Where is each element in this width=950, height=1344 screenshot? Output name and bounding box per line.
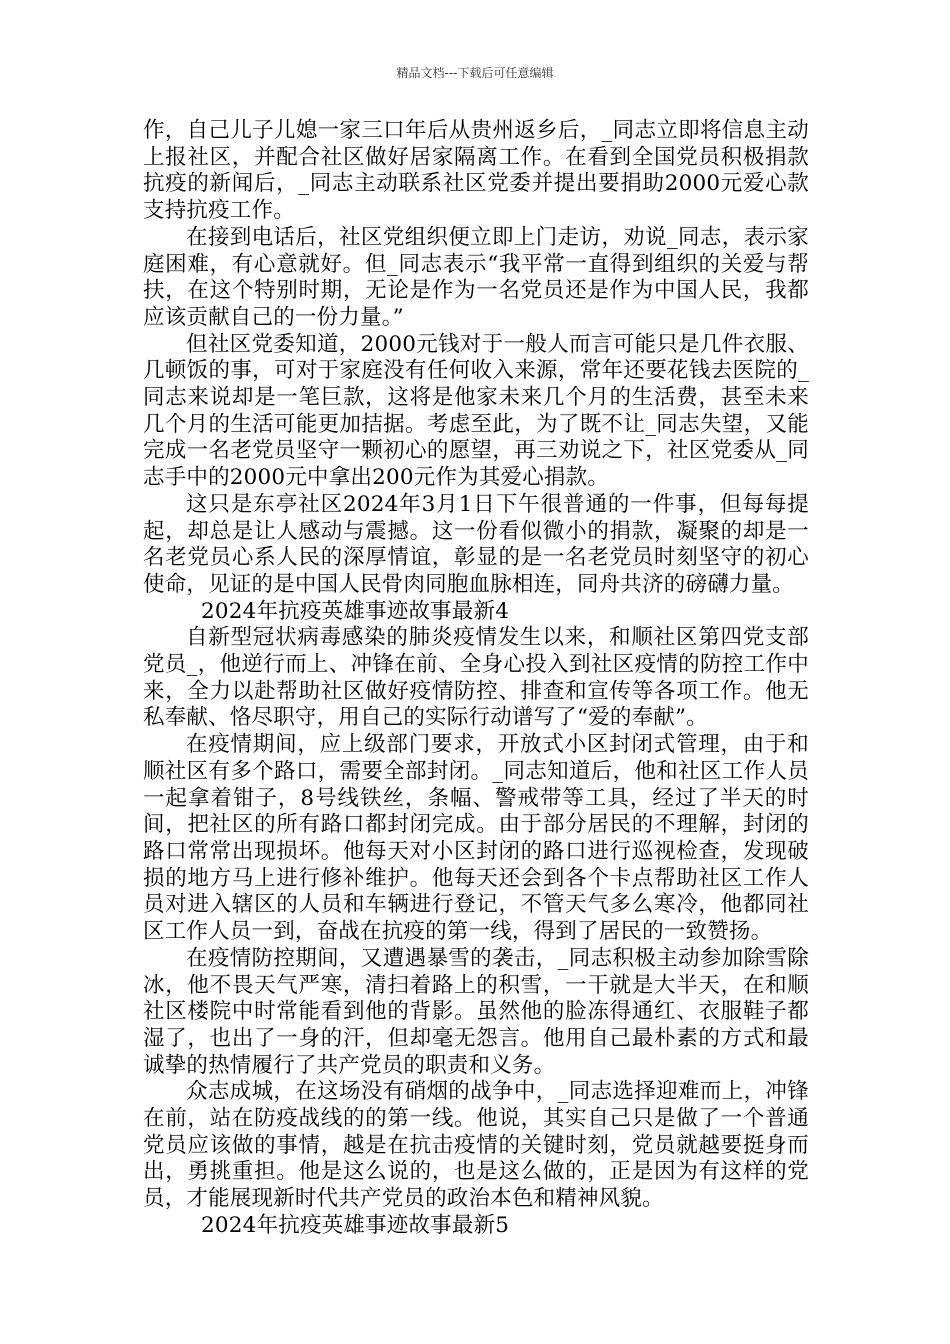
paragraph: 自新型冠状病毒感染的肺炎疫情发生以来，和顺社区第四党支部党员_，他逆行而上、冲锋在前、全身心投入到社区疫情的防控工作中来，全力以赴帮助社区做好疫情防控、排查和宣传等各项工作。他无私奉献、恪尽职守，用自己的实际行动谱写了“爱的奉献”。 [143,625,809,731]
paragraph: 众志成城，在这场没有硝烟的战争中，_同志选择迎难而上，冲锋在前，站在防疫战线的的第一线。他说，其实自己只是做了一个普通党员应该做的事情，越是在抗击疫情的关键时刻，党员就越要挺身而出，勇挑重担。他是这么说的，也是这么做的，正是因为有这样的党员，才能展现新时代共产党员的政治本色和精神风貌。 [143,1079,809,1212]
document-body [143,118,809,1240]
paragraph: 这只是东亭社区2024年3月1日下午很普通的一件事，但每每提起，却总是让人感动与震撼。这一份看似微小的捐款，凝聚的却是一名老党员心系人民的深厚情谊，彰显的是一名老党员时刻坚守的初心使命，见证的是中国人民骨肉同胞血脉相连，同舟共济的磅礴力量。 [143,491,809,597]
section-heading: 2024年抗疫英雄事迹故事最新4 [201,598,510,624]
page-header: 精品文档---下载后可任意编辑 [396,66,554,80]
paragraph: 在疫情防控期间，又遭遇暴雪的袭击，_同志积极主动参加除雪除冰，他不畏天气严寒，清扫着路上的积雪，一干就是大半天，在和顺社区楼院中时常能看到他的背影。虽然他的脸冻得通红、衣服鞋子都湿了，也出了一身的汗，但却毫无怨言。他用自己最朴素的方式和最诚挚的热情履行了共产党员的职责和义务。 [143,945,809,1078]
paragraph: 但社区党委知道，2000元钱对于一般人而言可能只是几件衣服、几顿饭的事，可对于家庭没有任何收入来源，常年还要花钱去医院的_同志来说却是一笔巨款，这将是他家未来几个月的生活费，甚至未来几个月的生活可能更加拮据。考虑至此，为了既不让_同志失望，又能完成一名老党员坚守一颗初心的愿望，再三劝说之下，社区党委从_同志手中的2000元中拿出200元作为其爱心捐款。 [143,331,809,491]
paragraph-continuation: 作，自己儿子儿媳一家三口年后从贵州返乡后，_同志立即将信息主动上报社区，并配合社区做好居家隔离工作。在看到全国党员积极捐款抗疫的新闻后，_同志主动联系社区党委并提出要捐助2000元爱心款支持抗疫工作。 [143,118,809,224]
section-heading: 2024年抗疫英雄事迹故事最新5 [201,1212,510,1238]
paragraph: 在疫情期间，应上级部门要求，开放式小区封闭式管理，由于和顺社区有多个路口，需要全部封闭。_同志知道后，他和社区工作人员一起拿着钳子，8号线铁丝，条幅、警戒带等工具，经过了半天的时间，把社区的所有路口都封闭完成。由于部分居民的不理解，封闭的路口常常出现损坏。他每天对小区封闭的路口进行巡视检查，发现破损的地方马上进行修补维护。他每天还会到各个卡点帮助社区工作人员对进入辖区的人员和车辆进行登记，不管天气多么寒冷，他都同社区工作人员一到，奋战在抗疫的第一线，得到了居民的一致赞扬。 [143,732,809,945]
paragraph: 在接到电话后，社区党组织便立即上门走访，劝说_同志，表示家庭困难，有心意就好。但_同志表示“我平常一直得到组织的关爱与帮扶，在这个特别时期，无论是作为一名党员还是作为中国人民，我都应该贡献自己的一份力量。” [143,224,809,330]
